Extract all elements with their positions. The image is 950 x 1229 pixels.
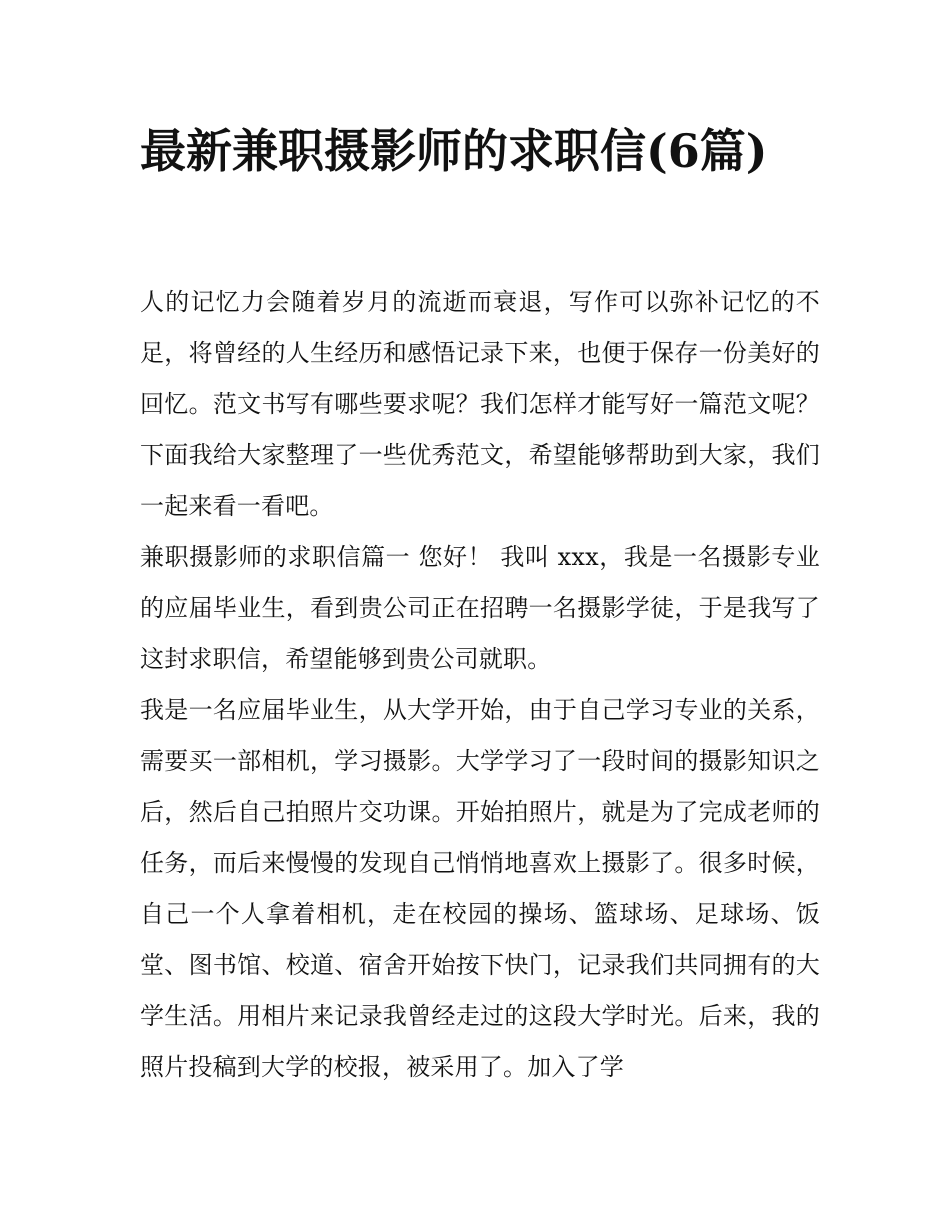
- document-title: 最新兼职摄影师的求职信(6篇): [140, 124, 768, 178]
- paragraph-letter-opening: 兼职摄影师的求职信篇一 您好！ 我叫 xxx，我是一名摄影专业的应届毕业生，看到贵公司正在招聘一名摄影学徒，于是我写了这封求职信，希望能够到贵公司就职。: [140, 543, 820, 673]
- paragraph-intro: 人的记忆力会随着岁月的流逝而衰退，写作可以弥补记忆的不足，将曾经的人生经历和感悟记录下来，也便于保存一份美好的回忆。范文书写有哪些要求呢？我们怎样才能写好一篇范文呢？下面我给大家整理了一些优秀范文，希望能够帮助到大家，我们一起来看一看吧。: [140, 288, 820, 520]
- paragraph-background: 我是一名应届毕业生，从大学开始，由于自己学习专业的关系，需要买一部相机，学习摄影。大学学习了一段时间的摄影知识之后，然后自己拍照片交功课。开始拍照片，就是为了完成老师的任务，而后来慢慢的发现自己悄悄地喜欢上摄影了。很多时候，自己一个人拿着相机，走在校园的操场、篮球场、足球场、饭堂、图书馆、校道、宿舍开始按下快门，记录我们共同拥有的大学生活。用相片来记录我曾经走过的这段大学时光。后来，我的照片投稿到大学的校报，被采用了。加入了学: [140, 696, 820, 1081]
- document-body: [140, 277, 820, 1093]
